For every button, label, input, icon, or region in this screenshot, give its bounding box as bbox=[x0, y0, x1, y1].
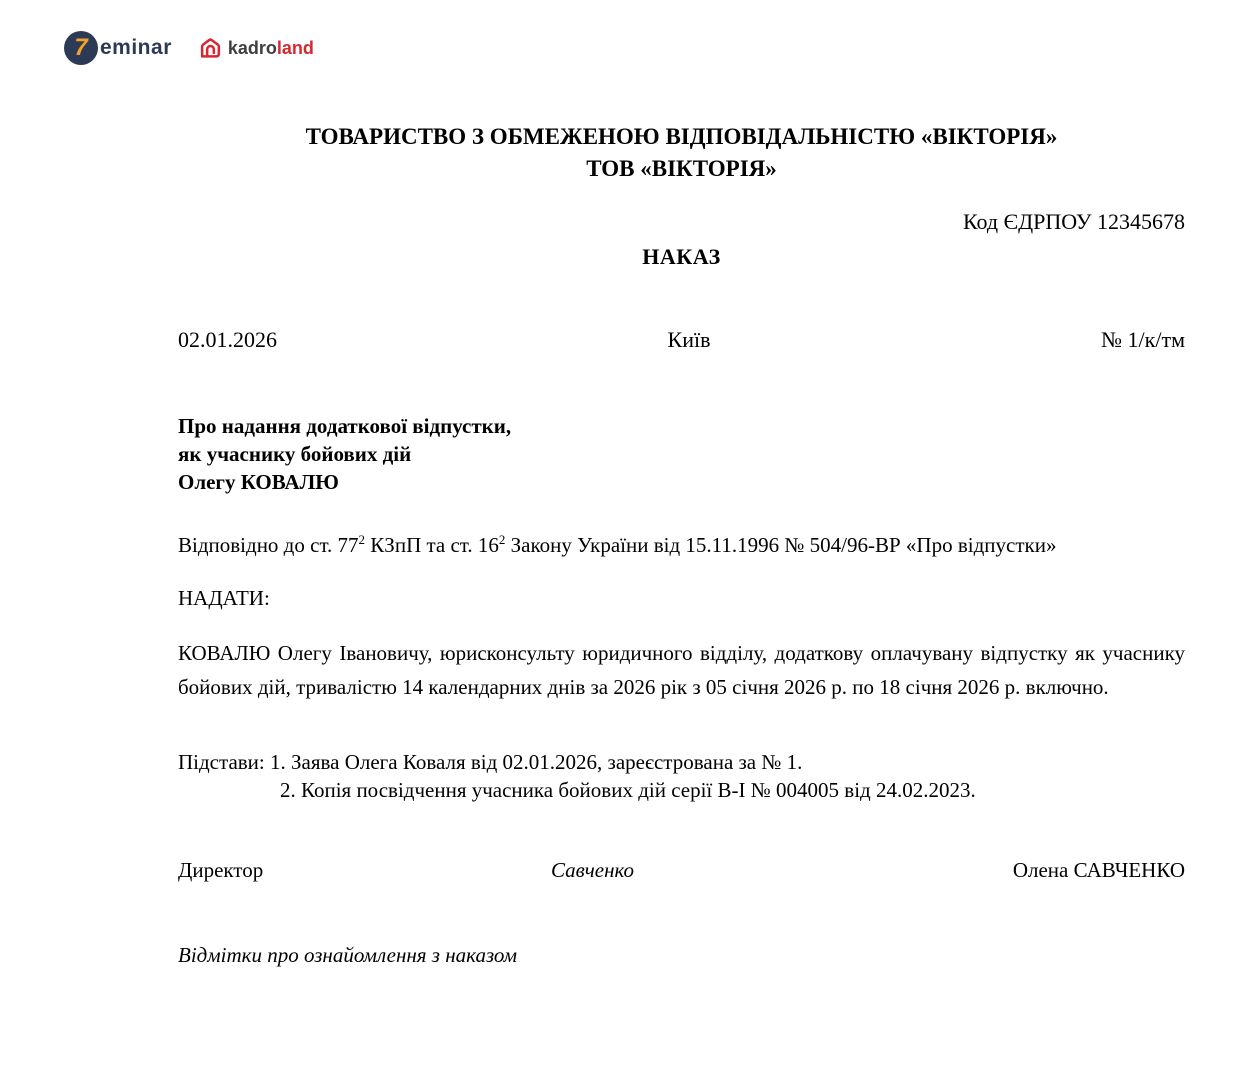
order-document bbox=[0, 121, 1258, 969]
legal-part-2: КЗпП та ст. 16 bbox=[365, 533, 499, 557]
legal-part-3: Закону України від 15.11.1996 № 504/96-ВР «Про відпустки» bbox=[505, 533, 1057, 557]
grounds-section bbox=[178, 748, 1185, 804]
kadroland-logo-text bbox=[228, 38, 314, 59]
acknowledgement-note: Відмітки про ознайомлення з наказом bbox=[178, 943, 517, 967]
order-verb: НАДАТИ: bbox=[178, 586, 270, 610]
legal-superscript-2: 2 bbox=[498, 532, 506, 547]
edrpou-code: Код ЄДРПОУ 12345678 bbox=[962, 209, 1185, 234]
signature-transcript: Савченко bbox=[551, 858, 635, 882]
seminar-seven-glyph: 7 bbox=[74, 34, 88, 61]
grounds-line-2: 2. Копія посвідчення учасника бойових дій серії В-І № 004005 від 24.02.2023. bbox=[280, 778, 976, 802]
date-row bbox=[178, 325, 1185, 354]
kadroland-logo[interactable] bbox=[198, 36, 314, 61]
order-body-paragraph: КОВАЛЮ Олегу Івановичу, юрисконсульту юридичного відділу, додаткову оплачувану відпустку як учаснику бойових дій, тривалістю 14 календарних днів за 2026 рік з 05 січня 2026 р. по 18 січня 2026 р. включно. bbox=[178, 641, 1185, 699]
legal-superscript-1: 2 bbox=[358, 532, 366, 547]
legal-basis-paragraph bbox=[178, 528, 1185, 562]
subject-line-3: Олегу КОВАЛЮ bbox=[178, 470, 339, 494]
kadroland-text-red: land bbox=[276, 37, 314, 58]
house-icon bbox=[198, 36, 223, 61]
subject-line-1: Про надання додаткової відпустки, bbox=[178, 414, 512, 438]
legal-part-1: Відповідно до ст. 77 bbox=[178, 533, 359, 557]
kadroland-text-dark: kadro bbox=[227, 37, 277, 58]
company-name bbox=[178, 121, 1185, 185]
company-full-name: ТОВАРИСТВО З ОБМЕЖЕНОЮ ВІДПОВІДАЛЬНІСТЮ «ВІКТОРІЯ» bbox=[305, 124, 1058, 149]
header-logos bbox=[64, 30, 1258, 66]
doc-subject bbox=[178, 412, 1185, 496]
seminar-seven-icon bbox=[64, 31, 98, 65]
doc-city: Київ bbox=[667, 327, 711, 352]
subject-line-2: як учаснику бойових дій bbox=[178, 442, 412, 466]
signature-row bbox=[178, 856, 1185, 885]
signer-name: Олена САВЧЕНКО bbox=[1012, 858, 1185, 882]
seminar-logo[interactable] bbox=[64, 31, 172, 65]
company-short-name: ТОВ «ВІКТОРІЯ» bbox=[586, 156, 777, 181]
doc-date: 02.01.2026 bbox=[178, 327, 277, 352]
signer-position: Директор bbox=[178, 858, 264, 882]
doc-number: № 1/к/тм bbox=[1101, 327, 1185, 352]
grounds-line-1: Підстави: 1. Заява Олега Коваля від 02.01.2026, зареєстрована за № 1. bbox=[178, 750, 803, 774]
seminar-logo-text: eminar bbox=[100, 36, 172, 59]
doc-type-title: НАКАЗ bbox=[642, 244, 721, 269]
